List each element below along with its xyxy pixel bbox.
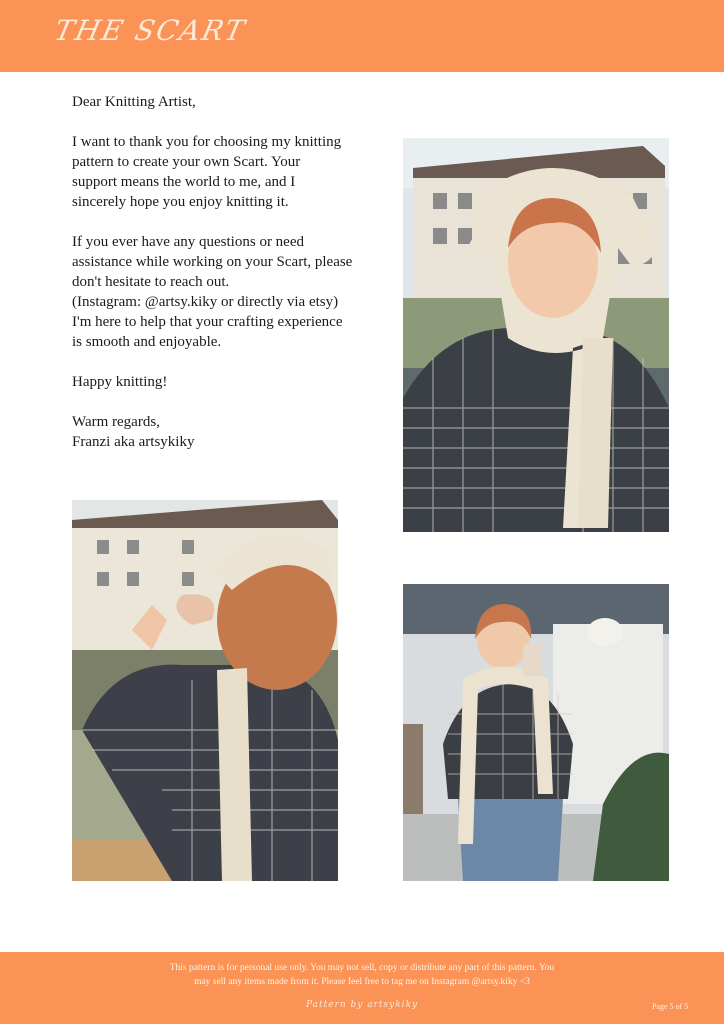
photo-back-view [72, 500, 338, 881]
photo-front-selfie [403, 138, 669, 532]
letter-line: pattern to create your own Scart. Your [72, 154, 301, 170]
letter-line: If you ever have any questions or need [72, 234, 305, 250]
footer-signature: Pattern by artsykiky [306, 1000, 419, 1010]
photo-mirror-selfie [403, 584, 669, 881]
letter-closing: Happy knitting! [72, 374, 168, 390]
footer-bar [0, 952, 724, 1024]
letter-body [72, 92, 372, 452]
page-title: THE SCART [51, 14, 250, 47]
letter-line: don't hesitate to reach out. [72, 274, 230, 290]
page-number: Page 5 of 5 [652, 1002, 689, 1011]
usage-notice-line: This pattern is for personal use only. You may not sell, copy or distribute any part of this pattern. You [169, 963, 555, 973]
letter-line: (Instagram: @artsy.kiky or directly via etsy) [72, 294, 339, 310]
usage-notice [140, 961, 584, 989]
letter-regards: Warm regards, [72, 414, 160, 430]
header-bar [0, 0, 724, 72]
letter-greeting: Dear Knitting Artist, [72, 94, 196, 110]
letter-signature: Franzi aka artsykiky [72, 434, 195, 450]
letter-paragraph-1 [72, 132, 372, 212]
photo-front-selfie-image [403, 138, 669, 532]
letter-line: support means the world to me, and I [72, 174, 296, 190]
letter-line: is smooth and enjoyable. [72, 334, 222, 350]
letter-line: sincerely hope you enjoy knitting it. [72, 194, 289, 210]
letter-line: assistance while working on your Scart, please [72, 254, 353, 270]
letter-paragraph-2 [72, 232, 372, 352]
usage-notice-line: may sell any items made from it. Please feel free to tag me on Instagram @artsy.kiky <3 [194, 977, 530, 987]
letter-line: I want to thank you for choosing my knitting [72, 134, 342, 150]
letter-line: I'm here to help that your crafting experience [72, 314, 343, 330]
photo-mirror-selfie-image [403, 584, 669, 881]
photo-back-view-image [72, 500, 338, 881]
